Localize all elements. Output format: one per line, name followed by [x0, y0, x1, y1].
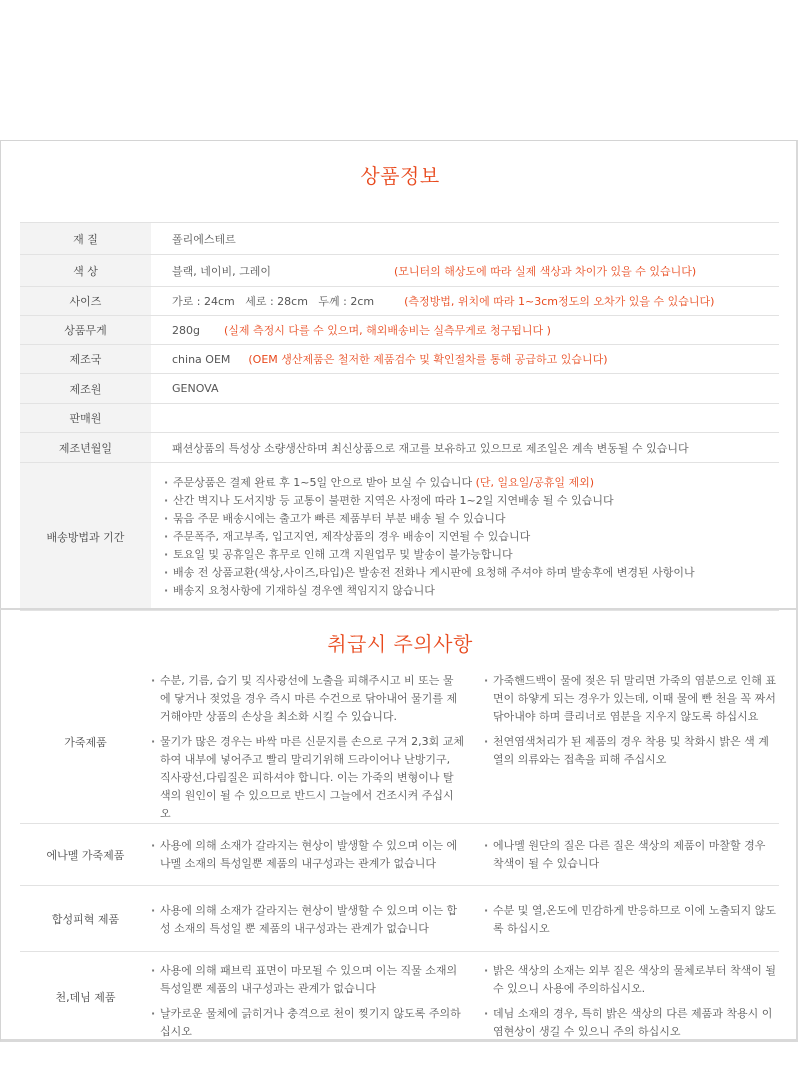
row-label: 사이즈 — [20, 287, 151, 316]
table-row — [20, 374, 779, 404]
value-note: (모니터의 해상도에 따라 실제 색상과 차이가 있을 수 있습니다) — [394, 264, 697, 278]
row-value — [151, 316, 779, 345]
value-text: 폴리에스테르 — [172, 232, 236, 246]
value-note: (실제 측정시 다를 수 있으며, 해외배송비는 실측무게로 청구됩니다 ) — [223, 324, 551, 337]
care-title: 취급시 주의사항 — [327, 632, 473, 656]
list-item: · 물기가 많은 경우는 바싹 마른 신문지를 손으로 구겨 2,3회 교체하여 내부에 넣어주고 빨리 말리기위해 드라이어나 난방기구, 직사광선,다림질은 피하셔야 합니다. 이는 가죽의 변형이나 탈색의 원인이 될 수 있으므로 반드시 그늘에서 건조시켜 주십시오 — [151, 733, 464, 823]
list-item: · 날카로운 물체에 긁히거나 충격으로 천이 찢기지 않도록 주의하십시오 — [151, 1005, 464, 1041]
list-item: · 사용에 의해 소재가 갈라지는 현상이 발생할 수 있으며 이는 에나멜 소재의 특성일뿐 제품의 내구성과는 관계가 없습니다 — [151, 837, 464, 873]
list-item: · 사용에 의해 소재가 갈라지는 현상이 발생할 수 있으며 이는 합성 소재의 특성일 뿐 제품의 내구성과는 관계가 없습니다 — [151, 902, 464, 938]
care-list — [484, 837, 779, 873]
care-list — [151, 962, 464, 1041]
care-left-cell — [151, 660, 464, 824]
list-item: · 묶음 주문 배송시에는 출고가 빠른 제품부터 부분 배송 될 수 있습니다 — [164, 510, 779, 528]
list-item-note: (단, 일요일/공휴일 제외) — [475, 475, 595, 489]
table-row — [20, 824, 779, 886]
row-label: 배송방법과 기간 — [20, 463, 151, 611]
table-row — [20, 316, 779, 345]
value-text: china OEM — [172, 353, 231, 366]
product-info-title: 상품정보 — [360, 164, 440, 188]
row-value — [151, 287, 779, 316]
row-label: 가죽제품 — [20, 660, 151, 824]
value-text: 패션상품의 특성상 소량생산하며 최신상품으로 재고를 보유하고 있으므로 제조일은 계속 변동될 수 있습니다 — [172, 441, 689, 455]
row-label: 색 상 — [20, 255, 151, 287]
value-text: GENOVA — [172, 382, 219, 395]
row-value — [151, 345, 779, 374]
shipping-list-cell — [151, 463, 779, 611]
row-label: 판매원 — [20, 404, 151, 433]
product-info-table — [20, 222, 779, 611]
row-value — [151, 433, 779, 463]
list-item: · 천연염색처리가 된 제품의 경우 착용 및 착화시 밝은 색 계열의 의류와는 접촉을 피해 주십시오 — [484, 733, 779, 769]
value-text: 280g — [172, 324, 200, 337]
value-text: 블랙, 네이비, 그레이 — [172, 264, 271, 278]
care-right-cell — [464, 824, 779, 886]
list-item: · 에나멜 원단의 질은 다른 질은 색상의 제품이 마찰할 경우 착색이 될 수 있습니다 — [484, 837, 779, 873]
care-list — [151, 837, 464, 873]
table-row — [20, 404, 779, 433]
care-left-cell — [151, 824, 464, 886]
list-item: · 토요일 및 공휴일은 휴무로 인해 고객 지원업무 및 발송이 불가능합니다 — [164, 546, 779, 564]
care-list — [151, 902, 464, 938]
care-right-cell — [464, 660, 779, 824]
care-left-cell — [151, 886, 464, 952]
list-item-text: 주문상품은 결제 완료 후 1~5일 안으로 받아 보실 수 있습니다 — [173, 475, 473, 489]
table-row-shipping — [20, 463, 779, 611]
row-value — [151, 255, 779, 287]
list-item: · 배송지 요청사항에 기재하실 경우엔 책임지지 않습니다 — [164, 582, 779, 600]
care-list — [484, 672, 779, 769]
row-label: 상품무게 — [20, 316, 151, 345]
table-row — [20, 433, 779, 463]
row-label: 합성피혁 제품 — [20, 886, 151, 952]
row-value — [151, 223, 779, 255]
table-row — [20, 223, 779, 255]
value-note: (OEM 생산제품은 철저한 제품검수 및 확인절차를 통해 공급하고 있습니다) — [248, 353, 608, 366]
list-item: · 배송 전 상품교환(색상,사이즈,타입)은 발송전 전화나 게시판에 요청해 주셔야 하며 발송후에 변경된 사항이나 — [164, 564, 779, 582]
list-item: · 사용에 의해 패브릭 표면이 마모될 수 있으며 이는 직물 소재의 특성일뿐 제품의 내구성과는 관계가 없습니다 — [151, 962, 464, 998]
value-text: 가로 : 24cm 세로 : 28cm 두께 : 2cm — [172, 295, 375, 308]
care-list — [151, 672, 464, 823]
row-label: 에나멜 가죽제품 — [20, 824, 151, 886]
section-divider — [0, 608, 798, 610]
list-item: · 가죽핸드백이 물에 젖은 뒤 말리면 가죽의 염분으로 인해 표면이 하얗게 되는 경우가 있는데, 이때 물에 빤 천을 꼭 짜서 닦아내야 하며 클리너로 염분을 지우지 않도록 하십시요 — [484, 672, 779, 726]
list-item: · 수분, 기름, 습기 및 직사광선에 노출을 피해주시고 비 또는 물에 닿거나 젖었을 경우 즉시 마른 수건으로 닦아내어 물기를 제거해야만 상품의 손상을 최소화 시킬 수 있습니다. — [151, 672, 464, 726]
value-note: (측정방법, 위치에 따라 1~3cm정도의 오차가 있을 수 있습니다) — [404, 295, 715, 308]
care-left-cell — [151, 952, 464, 1042]
row-label: 천,데님 제품 — [55, 990, 116, 1004]
shipping-list — [164, 474, 779, 600]
care-right-cell — [464, 952, 779, 1042]
care-right-cell — [464, 886, 779, 952]
list-item: · 밝은 색상의 소재는 외부 짙은 색상의 물체로부터 착색이 될 수 있으니 사용에 주의하십시오. — [484, 962, 779, 998]
care-list — [484, 962, 779, 1041]
list-item: · 산간 벽지나 도서지방 등 교통이 불편한 지역은 사정에 따라 1~2일 지연배송 될 수 있습니다 — [164, 492, 779, 510]
table-row — [20, 345, 779, 374]
table-row — [20, 660, 779, 824]
row-value — [151, 404, 779, 433]
row-label: 제조원 — [20, 374, 151, 404]
row-label: 재 질 — [20, 223, 151, 255]
table-row — [20, 255, 779, 287]
row-value — [151, 374, 779, 404]
list-item: · 주문폭주, 재고부족, 입고지연, 제작상품의 경우 배송이 지연될 수 있습니다 — [164, 528, 779, 546]
list-item: · 데님 소재의 경우, 특히 밝은 색상의 다른 제품과 착용시 이염현상이 생길 수 있으니 주의 하십시오 — [484, 1005, 779, 1041]
table-row — [20, 952, 779, 1042]
row-label: 제조국 — [20, 345, 151, 374]
list-item: · 수분 및 열,온도에 민감하게 반응하므로 이에 노출되지 않도록 하십시오 — [484, 902, 779, 938]
table-row — [20, 287, 779, 316]
care-table — [20, 660, 779, 1041]
table-row — [20, 886, 779, 952]
care-list — [484, 902, 779, 938]
list-item — [164, 474, 779, 492]
row-label: 제조년월일 — [20, 433, 151, 463]
